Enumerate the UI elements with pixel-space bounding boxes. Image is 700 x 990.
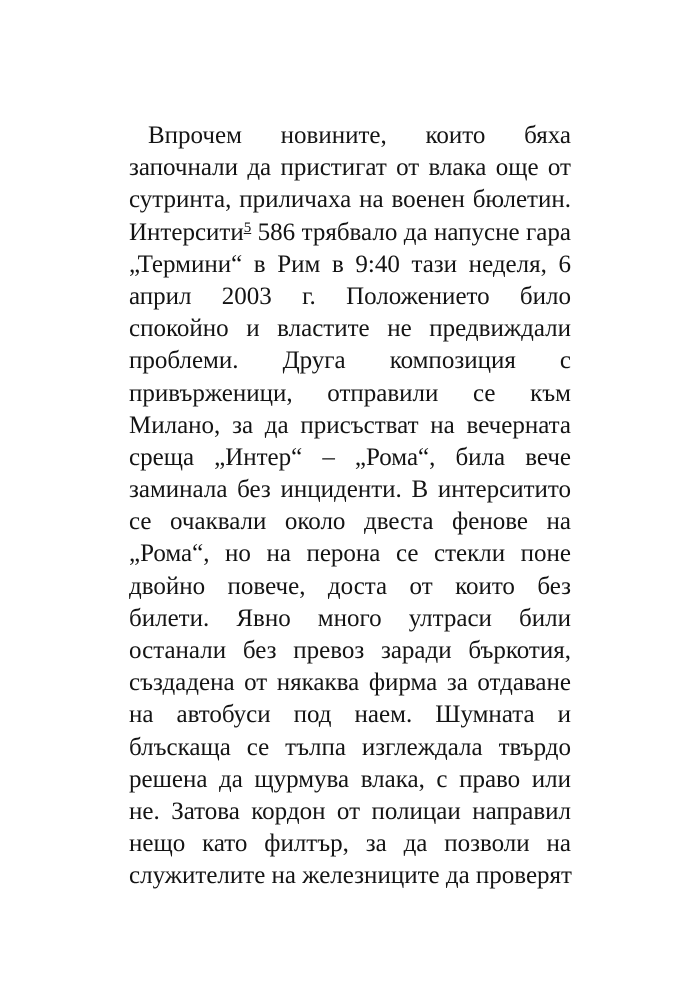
text-line: проблеми. Друга композиция с	[129, 347, 571, 375]
text-line: „Рома“, но на перона се стекли поне	[129, 540, 571, 568]
text-line: Впрочем новините, които бяха	[148, 122, 571, 149]
text-line: спокойно и властите не предвиждали	[129, 315, 571, 343]
body-paragraph	[129, 120, 571, 893]
text-line: Милано, за да присъстват на вечерната	[129, 411, 571, 439]
text-line-with-footnote	[129, 217, 571, 249]
text-line: билети. Явно много ултраси били	[129, 604, 571, 632]
text-line: двойно повече, доста от които без	[129, 572, 571, 600]
intercity-word: Интерсити	[129, 218, 244, 246]
text-line: „Термини“ в Рим в 9:40 тази неделя, 6	[129, 250, 571, 278]
text-line: на автобуси под наем. Шумната и	[129, 701, 571, 729]
text-line: създадена от някаква фирма за отдаване	[129, 669, 571, 697]
text-line: среща „Интер“ – „Рома“, била вече	[129, 443, 571, 471]
footnote-marker[interactable]: 5	[243, 219, 252, 236]
text-line: нещо като филтър, за да позволи на	[129, 830, 571, 858]
text-line: не. Затова кордон от полицаи направил	[129, 797, 571, 825]
text-line: привърженици, отправили се към	[129, 379, 571, 407]
text-line-rest: 586 трябвало да напусне гара	[257, 218, 571, 246]
text-line: решена да щурмува влака, с право или	[129, 765, 571, 793]
text-line: заминала без инциденти. В интерситито	[129, 476, 571, 504]
text-line: служителите на железниците да проверят	[129, 862, 572, 890]
text-line: се очаквали около двеста фенове на	[129, 508, 571, 536]
text-line: сутринта, приличаха на военен бюлетин.	[129, 186, 571, 214]
text-line: април 2003 г. Положението било	[129, 282, 571, 310]
text-line: започнали да пристигат от влака още от	[129, 154, 571, 182]
text-line: останали без превоз заради бъркотия,	[129, 637, 571, 664]
text-line: блъскаща се тълпа изглеждала твърдо	[129, 733, 571, 761]
